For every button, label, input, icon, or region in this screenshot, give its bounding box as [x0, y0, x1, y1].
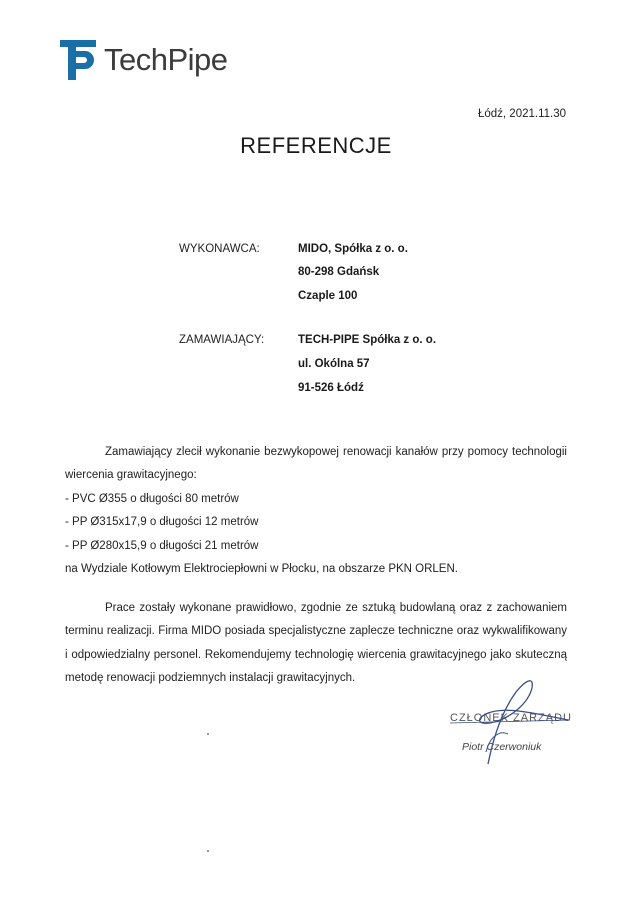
location-line: na Wydziale Kotłowym Elektrociepłowni w Płocku, na obszarze PKN ORLEN. — [65, 563, 458, 576]
logo-text: TechPipe — [104, 42, 228, 77]
scan-dot — [207, 850, 209, 852]
company-logo — [60, 40, 228, 80]
document-title: REFERENCJE — [240, 133, 392, 158]
contractor-street: Czaple 100 — [298, 290, 358, 302]
techpipe-logo-icon — [60, 40, 96, 80]
order-section — [65, 441, 567, 581]
contractor-name: MIDO, Spółka z o. o. — [298, 243, 408, 255]
stamp-role: CZŁONEK ZARZĄDU — [450, 712, 572, 724]
order-paragraph: Zamawiający zlecił wykonanie bezwykopowej renowacji kanałów przy pomocy technologii wiercenia grawitacyjnego: — [65, 446, 567, 482]
document-date: Łódź, 2021.11.30 — [477, 108, 566, 120]
client-name: TECH-PIPE Spółka z o. o. — [298, 334, 437, 346]
client-city: 91-526 Łódź — [298, 382, 364, 394]
scan-dot — [207, 733, 209, 735]
handwritten-signature — [430, 674, 580, 774]
pipe-item: - PVC Ø355 o długości 80 metrów — [65, 492, 239, 505]
recommendation-paragraph: Prace zostały wykonane prawidłowo, zgodnie ze sztuką budowlaną oraz z zachowaniem terminu realizacji. Firma MIDO posiada specjalistyczne zaplecze techniczne oraz wykwalifikowany i odpowiedzialny personel. Rekomendujemy technologię wiercenia grawitacyjnego jako skuteczną metodę renowacji podziemnych instalacji grawitacyjnych. — [65, 602, 567, 685]
pipe-item: - PP Ø315x17,9 o długości 12 metrów — [65, 516, 259, 529]
client-street: ul. Okólna 57 — [298, 358, 370, 370]
pipe-item: - PP Ø280x15,9 o długości 21 metrów — [65, 539, 259, 552]
contractor-label: WYKONAWCA: — [179, 243, 260, 255]
contractor-postcode: 80-298 Gdańsk — [298, 266, 380, 278]
stamp-name: Piotr Czerwoniuk — [462, 741, 542, 753]
client-label: ZAMAWIAJĄCY: — [179, 334, 265, 346]
